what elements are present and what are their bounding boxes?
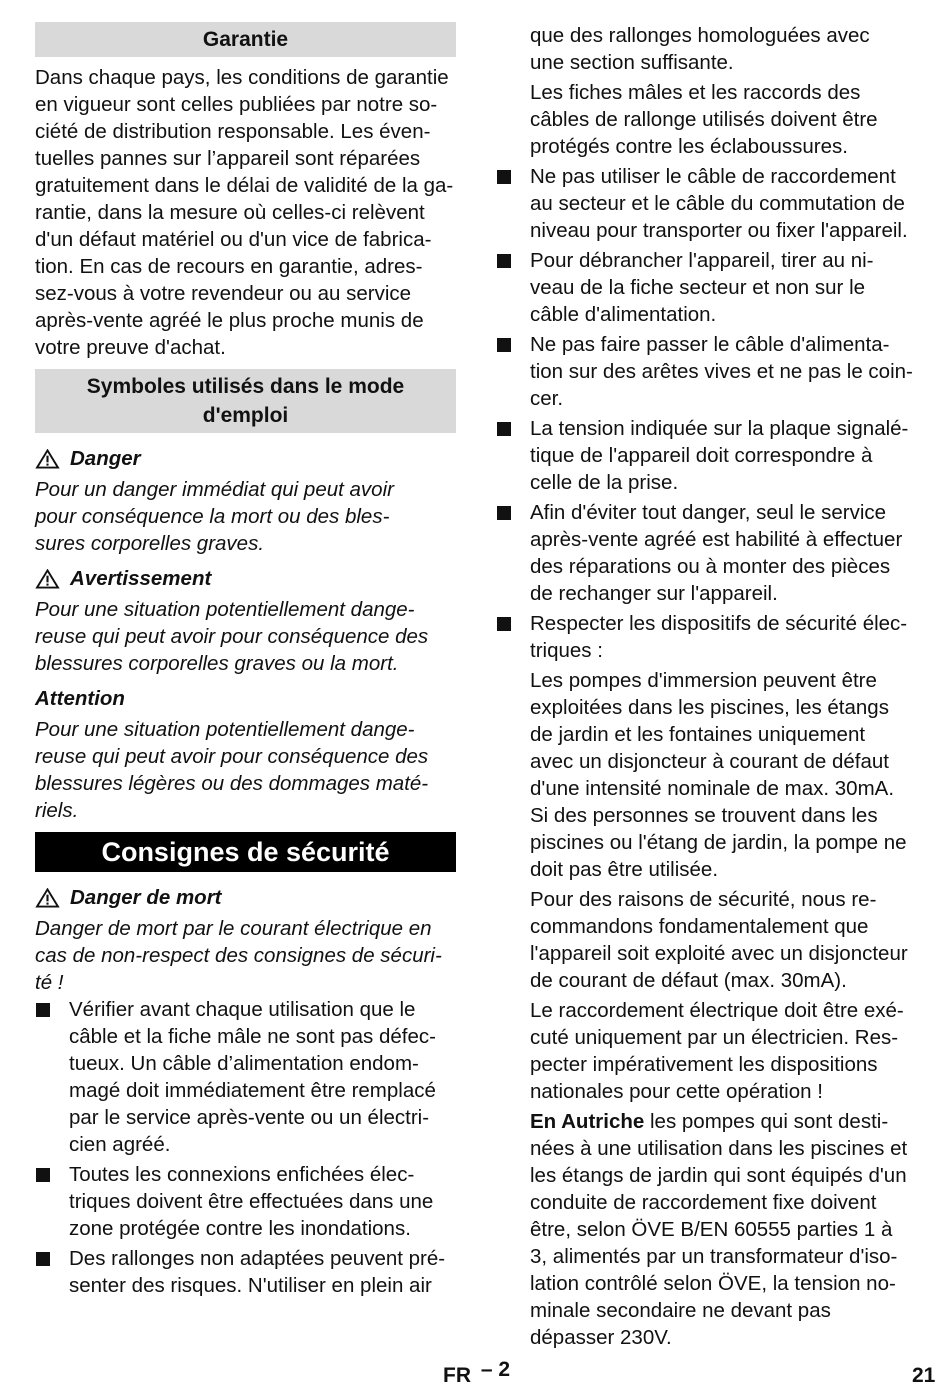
- bullet-square-icon: [35, 996, 69, 1158]
- footer-section-number: – 2: [480, 1358, 511, 1381]
- garantie-paragraph: Dans chaque pays, les conditions de garantie en vigueur sont celles publiées par notre so- ciété de distribution responsable. Les éven- tuelles pannes sur l’appareil sont réparées gratuitement dans le délai de validité de la ga- rantie, dans la mesure où celles-ci relèvent d'un défaut matériel ou d'un vice de fabrica- tion. En cas de recours en garantie, adres- sez-vous à votre revendeur ou au service après-vente agréé le plus proche munis de votre preuve d'achat.: [35, 66, 454, 359]
- avertissement-description: Pour une situation potentiellement dange- reuse qui peut avoir pour conséquence des blessures corporelles graves ou la mort.: [35, 598, 429, 675]
- bullet-square-icon: [496, 247, 530, 328]
- list-item: Ne pas faire passer le câble d'alimenta- tion sur des arêtes vives et ne pas le coin- cer.: [496, 331, 920, 412]
- footer-language: FR – 2: [443, 1358, 511, 1387]
- danger-de-mort-signal: Danger de mort: [35, 884, 456, 911]
- avertissement-signal: Avertissement: [35, 565, 456, 592]
- bullet-square-icon: [496, 415, 530, 496]
- attention-description: Pour une situation potentiellement dange- reuse qui peut avoir pour conséquence des blessures légères ou des dommages maté- riels.: [35, 718, 429, 822]
- list-item: Ne pas utiliser le câble de raccordement au secteur et le câble du commutation de niveau pour transporter ou fixer l'appareil.: [496, 163, 920, 244]
- danger-description: Pour un danger immédiat qui peut avoir pour conséquence la mort ou des bles- sures corporelles graves.: [35, 478, 394, 555]
- autriche-paragraph: En Autriche les pompes qui sont desti- nées à une utilisation dans les piscines et les étangs de jardin qui sont équipés d'un conduite de raccordement fixe doivent être, selon ÖVE B/EN 60555 parties 1 à 3, alimentés par un transformateur d'iso- lation contrôlé selon ÖVE, la tension no- minale secondaire ne devant pas dépasser 230V.: [530, 1110, 908, 1349]
- symboles-heading: Symboles utilisés dans le mode d'emploi: [35, 369, 456, 433]
- extension-cable-continuation: que des rallonges homologuées avec une section suffisante.: [530, 24, 870, 74]
- list-item: Pour débrancher l'appareil, tirer au ni- veau de la fiche secteur et non sur le câble d'alimentation.: [496, 247, 920, 328]
- list-item: Toutes les connexions enfichées élec- triques doivent être effectuées dans une zone protégée contre les inondations.: [35, 1161, 456, 1242]
- consignes-heading: Consignes de sécurité: [35, 832, 456, 872]
- warning-triangle-icon: [35, 449, 60, 469]
- list-item: Respecter les dispositifs de sécurité élec- triques :: [496, 610, 920, 664]
- bullet-square-icon: [35, 1245, 69, 1299]
- list-item: La tension indiquée sur la plaque signalé- tique de l'appareil doit correspondre à celle de la prise.: [496, 415, 920, 496]
- warning-triangle-icon: [35, 888, 60, 908]
- danger-signal: Danger: [35, 445, 456, 472]
- bullet-square-icon: [496, 331, 530, 412]
- attention-signal: Attention: [35, 687, 125, 710]
- pompes-paragraph: Les pompes d'immersion peuvent être exploitées dans les piscines, les étangs de jardin et les fontaines uniquement avec un disjoncteur à courant de défaut d'une intensité nominale de max. 30mA. Si des personnes se trouvent dans les piscines ou l'étang de jardin, la pompe ne doit pas être utilisée.: [530, 669, 907, 881]
- raisons-securite-paragraph: Pour des raisons de sécurité, nous re- commandons fondamentalement que l'appareil soit exploité avec un disjoncteur de courant de défaut (max. 30mA).: [530, 888, 908, 992]
- bullet-square-icon: [496, 499, 530, 607]
- danger-de-mort-description: Danger de mort par le courant électrique en cas de non-respect des consignes de sécuri- té !: [35, 917, 442, 994]
- page-number: 21: [912, 1364, 936, 1387]
- bullet-square-icon: [35, 1161, 69, 1242]
- bullet-square-icon: [496, 610, 530, 664]
- bullet-square-icon: [496, 163, 530, 244]
- extension-plugs-paragraph: Les fiches mâles et les raccords des câbles de rallonge utilisés doivent être protégés contre les éclaboussures.: [530, 81, 878, 158]
- garantie-heading: Garantie: [35, 22, 456, 57]
- right-column: [496, 22, 920, 1351]
- raccordement-paragraph: Le raccordement électrique doit être exé- cuté uniquement par un électricien. Res- pecter impérativement les dispositions nationales pour cette opération !: [530, 999, 904, 1103]
- list-item: Des rallonges non adaptées peuvent pré- senter des risques. N'utiliser en plein air: [35, 1245, 456, 1299]
- list-item: Afin d'éviter tout danger, seul le service après-vente agréé est habilité à effectuer des réparations ou à monter des pièces de rechanger sur l'appareil.: [496, 499, 920, 607]
- left-column: [35, 22, 456, 1299]
- list-item: Vérifier avant chaque utilisation que le câble et la fiche mâle ne sont pas défec- tueux. Un câble d’alimentation endom- magé doit immédiatement être remplacé par le service après-vente ou un électri- cien agréé.: [35, 996, 456, 1158]
- warning-triangle-icon: [35, 569, 60, 589]
